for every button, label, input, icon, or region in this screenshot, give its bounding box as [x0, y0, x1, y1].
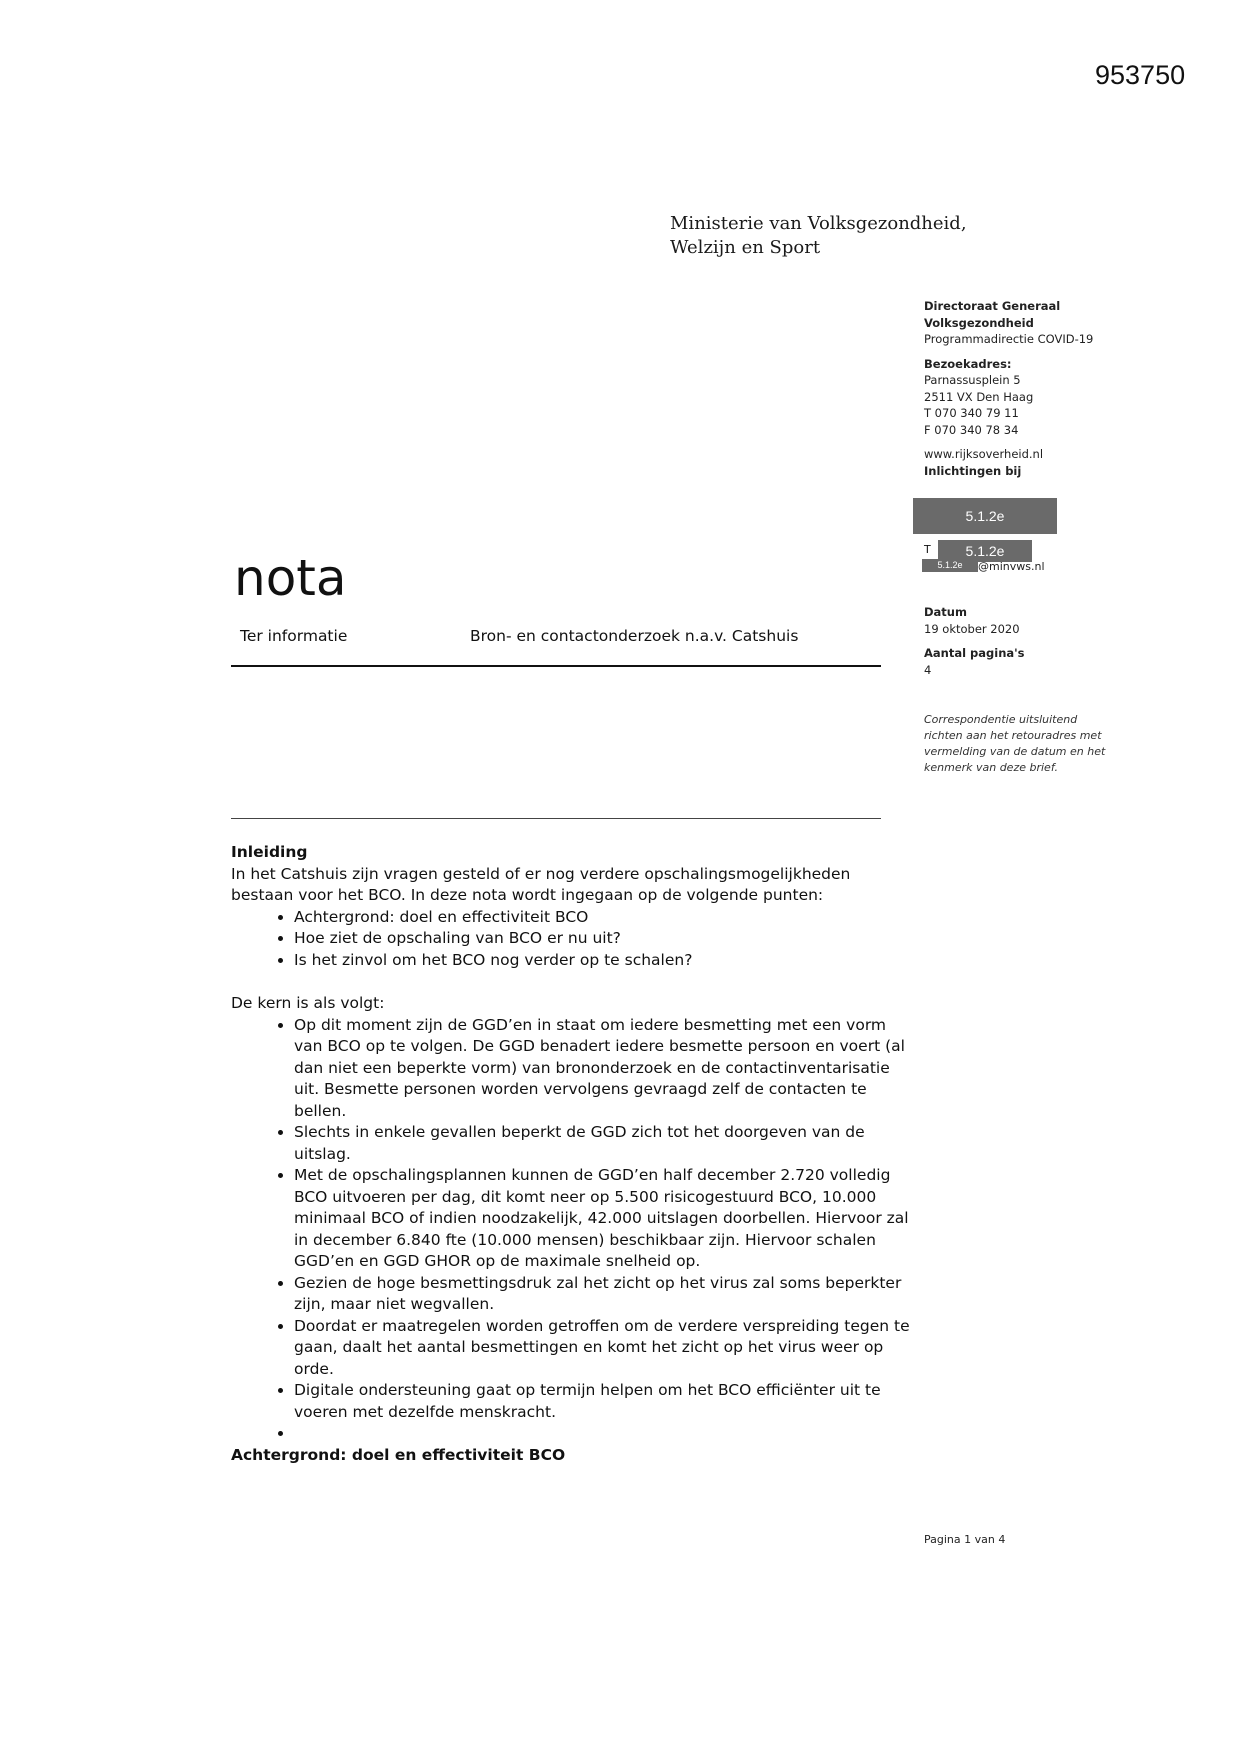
- date-value: 19 oktober 2020: [924, 621, 1020, 636]
- address-street: Parnassusplein 5: [924, 373, 1021, 387]
- pages-block: [924, 645, 1224, 678]
- ministry-line-1: Ministerie van Volksgezondheid,: [670, 213, 967, 234]
- list-item: • Doordat er maatregelen worden getroffen om de verdere verspreiding tegen te gaan, daalt het aantal besmettingen en komt het zicht op het virus weer op orde.: [294, 1316, 911, 1381]
- sidebar-meta: [924, 604, 1224, 686]
- document-number: 953750: [1095, 60, 1186, 90]
- directorate-block: [924, 298, 1224, 348]
- intro-text: In het Catshuis zijn vragen gesteld of er nog verdere opschalingsmogelijkheden bestaan voor het BCO. In deze nota wordt ingegaan op de volgende punten:: [231, 864, 851, 904]
- list-item: • Met de opschalingsplannen kunnen de GGD’en half december 2.720 volledig BCO uitvoeren per dag, dit komt neer op 5.500 risicogestuurd BCO, 10.000 minimaal BCO of indien noodzakelijk, 42.000 uitslagen doorbellen. Hiervoor zal in december 6.840 fte (10.000 mensen) beschikbaar zijn. Hiervoor schalen GGD’en en GGD GHOR op de maximale snelheid op.: [294, 1165, 911, 1273]
- fax-number: F 070 340 78 34: [924, 422, 1019, 437]
- intro-points-list: [231, 907, 911, 972]
- directorate-line-2: Volksgezondheid: [924, 315, 1034, 330]
- intro-heading: Inleiding: [231, 843, 308, 861]
- address-city: 2511 VX Den Haag: [924, 389, 1034, 404]
- visit-address-label: Bezoekadres:: [924, 356, 1012, 371]
- pages-label: Aantal pagina's: [924, 646, 1025, 660]
- visit-address-block: [924, 356, 1224, 439]
- ministry-line-2: Welzijn en Sport: [670, 237, 821, 258]
- programme-name: Programmadirectie COVID-19: [924, 332, 1094, 346]
- phone-number: T 070 340 79 11: [924, 406, 1019, 420]
- sidebar-info: [924, 298, 1224, 487]
- redacted-telephone: 5.1.2e: [938, 540, 1032, 562]
- list-item: • Digitale ondersteuning gaat op termijn helpen om het BCO efficiënter uit te voeren met dezelfde menskracht.: [294, 1380, 911, 1423]
- redacted-email: 5.1.2e: [922, 559, 978, 572]
- date-block: [924, 604, 1224, 637]
- kern-intro: De kern is als volgt:: [231, 994, 385, 1012]
- subject-line: Bron- en contactonderzoek n.a.v. Catshuis: [470, 627, 799, 645]
- list-item: • Achtergrond: doel en effectiviteit BCO: [294, 907, 911, 929]
- correspondence-note: Correspondentie uitsluitend richten aan het retouradres met vermelding van de datum en het kenmerk van deze brief.: [924, 713, 1106, 774]
- page-number: Pagina 1 van 4: [924, 1533, 1006, 1546]
- content-divider: [231, 818, 881, 819]
- website-block: [924, 446, 1224, 479]
- list-item: • Hoe ziet de opschaling van BCO er nu uit?: [294, 928, 911, 950]
- purpose-label: Ter informatie: [240, 627, 348, 645]
- date-label: Datum: [924, 605, 967, 619]
- directorate-line-1: Directoraat Generaal: [924, 299, 1061, 313]
- spacer: [231, 971, 911, 993]
- list-item: [294, 1423, 911, 1445]
- info-label: Inlichtingen bij: [924, 463, 1022, 478]
- header-divider: [231, 665, 881, 667]
- list-item: • Op dit moment zijn de GGD’en in staat om iedere besmetting met een vorm van BCO op te volgen. De GGD benadert iedere besmette persoon en voert (al dan niet een beperkte vorm) van brononderzoek en de contactinventarisatie uit. Besmette personen worden vervolgens gevraagd zelf de contacten te bellen.: [294, 1015, 911, 1123]
- list-item: • Is het zinvol om het BCO nog verder op te schalen?: [294, 950, 911, 972]
- document-type-title: nota: [234, 549, 347, 607]
- section-heading: Achtergrond: doel en effectiviteit BCO: [231, 1445, 566, 1464]
- website-link[interactable]: www.rijksoverheid.nl: [924, 447, 1044, 461]
- pages-value: 4: [924, 662, 932, 677]
- ministry-name: [670, 212, 967, 260]
- email-domain: @minvws.nl: [978, 560, 1045, 573]
- tel-label: T: [924, 543, 931, 556]
- list-item: • Gezien de hoge besmettingsdruk zal het zicht op het virus zal soms beperkter zijn, maar niet wegvallen.: [294, 1273, 911, 1316]
- kern-points-list: [231, 1015, 911, 1445]
- document-body: [231, 842, 911, 1466]
- list-item: • Slechts in enkele gevallen beperkt de GGD zich tot het doorgeven van de uitslag.: [294, 1122, 911, 1165]
- redacted-name: 5.1.2e: [913, 498, 1057, 534]
